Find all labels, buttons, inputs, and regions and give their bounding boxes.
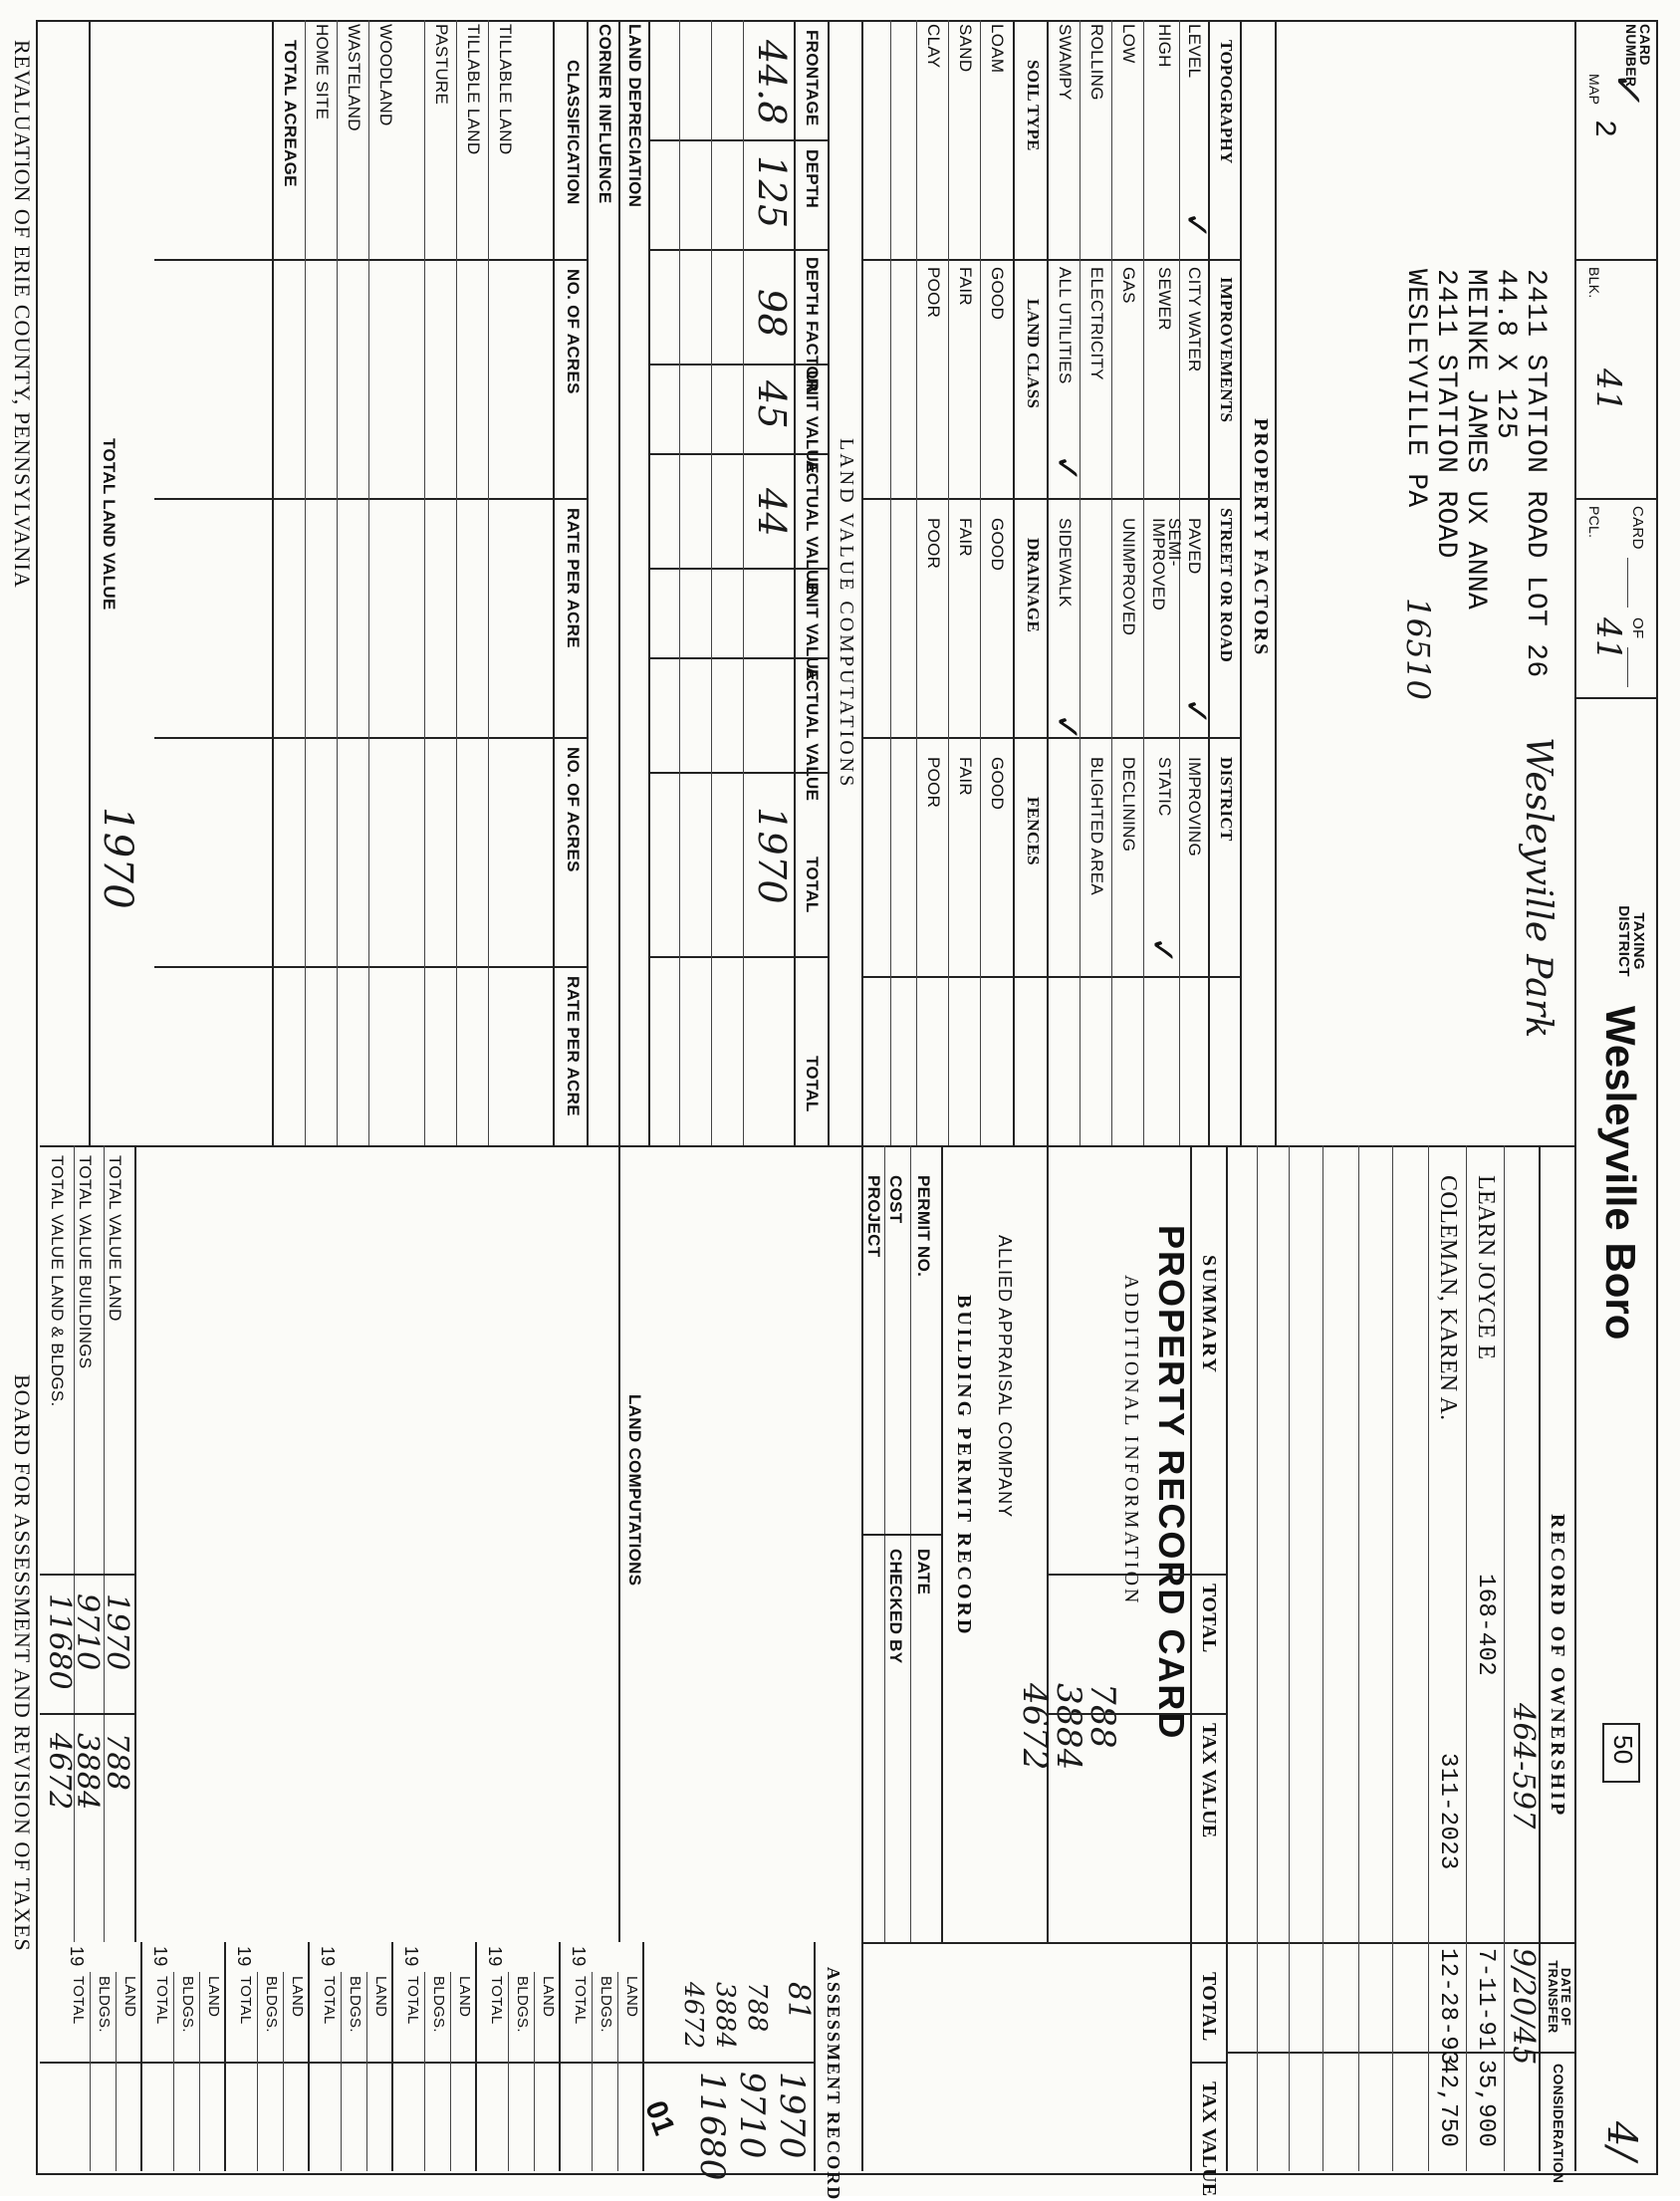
- land-value-title: LAND VALUE COMPUTATIONS: [836, 438, 857, 790]
- assessment-row-label: LAND: [623, 1976, 640, 2018]
- assessment-row-label: BLDGS.: [514, 1976, 531, 2033]
- map-value: 2: [1586, 120, 1620, 138]
- class-row-tillable-1: TILLABLE LAND: [496, 24, 515, 155]
- soil-clay: CLAY: [924, 24, 943, 69]
- assessment-hand-tax-3: 4672: [678, 1982, 708, 2050]
- property-factors-title: PROPERTY FACTORS: [1250, 418, 1272, 657]
- project-label: PROJECT: [864, 1175, 883, 1258]
- pf-header-soil-type: SOIL TYPE: [1024, 60, 1043, 151]
- assessment-year-prefix: 19: [401, 1946, 421, 1967]
- ownership-book-0: 464-597: [1506, 1703, 1541, 1830]
- assessment-hand-tax-2: 3884: [710, 1982, 740, 2050]
- summary-bldgs-tax: 3884: [70, 1733, 105, 1811]
- pf-low: LOW: [1119, 24, 1138, 64]
- record-hand-2: 3884: [1049, 1683, 1088, 1771]
- pf-header-street: STREET OR ROAD: [1217, 508, 1236, 663]
- address-line4: 2411 STATION ROAD: [1430, 269, 1461, 559]
- land-class-good: GOOD: [988, 267, 1007, 321]
- card-number-label: CARD NUMBER: [1623, 24, 1653, 88]
- ownership-date-2: 12-28-93: [1434, 1948, 1461, 2066]
- drainage-poor: POOR: [924, 518, 943, 570]
- taxing-district-value: Wesleyville Boro: [1597, 1006, 1644, 1341]
- ownership-consideration-2: 42,750: [1434, 2060, 1461, 2148]
- assessment-year-prefix: 19: [234, 1946, 254, 1967]
- pf-level: LEVEL: [1185, 24, 1204, 79]
- pf-declining: DECLINING: [1119, 757, 1138, 853]
- class-row-tillable-2: TILLABLE LAND: [464, 24, 483, 155]
- summary-title: SUMMARY: [1198, 1255, 1220, 1374]
- assessment-year-prefix: 19: [318, 1946, 338, 1967]
- summary-bldgs-label: TOTAL VALUE BUILDINGS: [76, 1155, 95, 1369]
- taxing-district-label: TAXING DISTRICT: [1615, 905, 1647, 977]
- address-line1: 2411 STATION ROAD LOT 26: [1520, 269, 1551, 678]
- lv-header-depth: DEPTH: [803, 149, 822, 209]
- ownership-date-1: 7-11-91: [1472, 1948, 1499, 2051]
- pf-static: STATIC: [1155, 757, 1174, 817]
- fences-fair: FAIR: [956, 757, 975, 796]
- lv-header-actual-value-2: ACTUAL VALUE: [803, 667, 822, 802]
- soil-loam: LOAM: [988, 24, 1007, 74]
- assessment-row-label: LAND: [372, 1976, 389, 2018]
- pf-semi-improved: SEMI-IMPROVED: [1149, 518, 1184, 611]
- lv-frontage: 44.8: [750, 40, 794, 125]
- lv-depth-factor: 98: [750, 289, 794, 338]
- ownership-title: RECORD OF OWNERSHIP: [1547, 1514, 1568, 1819]
- pf-rolling: ROLLING: [1087, 24, 1106, 101]
- total-land-value: 1970: [95, 807, 140, 909]
- assessment-hand-land: 1970: [772, 2072, 812, 2159]
- class-row-home-site: HOME SITE: [313, 24, 332, 121]
- ownership-book-2: 311-2023: [1434, 1753, 1461, 1870]
- pf-header-district: DISTRICT: [1217, 757, 1236, 842]
- corner-mark: 4/: [1598, 2121, 1644, 2161]
- lv-header-unit-value: UNIT VALUE: [803, 370, 822, 474]
- pf-sidewalk: SIDEWALK: [1056, 518, 1075, 608]
- class-header-acres-2: NO. OF ACRES: [564, 747, 583, 872]
- assessment-hand-tax-1: 788: [742, 1982, 772, 2033]
- assessment-row-label: LAND: [456, 1976, 473, 2018]
- assessment-row-label: LAND: [205, 1976, 222, 2018]
- summary-land-label: TOTAL VALUE LAND: [106, 1155, 124, 1322]
- fences-poor: POOR: [924, 757, 943, 809]
- assessment-row-label: TOTAL: [572, 1976, 589, 2025]
- permit-title: BUILDING PERMIT RECORD: [953, 1295, 975, 1637]
- summary-total-row-label: TOTAL VALUE LAND & BLDGS.: [48, 1155, 67, 1407]
- date-label: DATE: [914, 1549, 933, 1595]
- ownership-name-2: COLEMAN, KAREN A.: [1435, 1175, 1461, 1421]
- assessment-tax-label: TAX VALUE: [1198, 2081, 1220, 2197]
- record-hand-3: 4672: [1015, 1683, 1055, 1771]
- record-card-title: PROPERTY RECORD CARD: [1151, 1225, 1192, 1741]
- card-label: CARD: [1629, 506, 1646, 550]
- lv-total: 1970: [750, 807, 794, 904]
- address-zip-hand: 16510: [1399, 598, 1437, 701]
- pf-electricity: ELECTRICITY: [1087, 267, 1106, 380]
- land-class-poor: POOR: [924, 267, 943, 319]
- address-line2: 44.8 X 125: [1490, 269, 1521, 440]
- summary-total-label: TOTAL: [1198, 1584, 1220, 1653]
- assessment-row-label: BLDGS.: [96, 1976, 113, 2033]
- lv-header-total: TOTAL: [803, 856, 822, 913]
- lv-unit-value: 45: [750, 380, 794, 429]
- address-line1-hand: Wesleyville Park: [1518, 737, 1559, 1039]
- summary-all-tax: 4672: [42, 1733, 77, 1811]
- pf-header-drainage: DRAINAGE: [1024, 538, 1043, 632]
- assessment-year-prefix: 19: [150, 1946, 170, 1967]
- lv-header-actual-value: ACTUAL VALUE: [803, 460, 822, 595]
- class-row-total-acreage: TOTAL ACREAGE: [281, 40, 300, 187]
- lv-depth: 125: [750, 155, 794, 229]
- check-all-utilities: ✓: [1047, 454, 1086, 483]
- assessment-row-label: TOTAL: [321, 1976, 338, 2025]
- pf-swampy: SWAMPY: [1056, 24, 1075, 101]
- corner-influence-label: CORNER INFLUENCE: [596, 24, 614, 204]
- pf-paved: PAVED: [1185, 518, 1204, 575]
- assessment-row-label: BLDGS.: [179, 1976, 196, 2033]
- assessment-year-prefix: 19: [485, 1946, 505, 1967]
- drainage-fair: FAIR: [956, 518, 975, 557]
- corner-scribble: ✓: [1604, 70, 1650, 104]
- class-header-acres: NO. OF ACRES: [564, 269, 583, 394]
- assessment-hand-year: 81: [781, 1982, 816, 2021]
- assessment-year-prefix: 19: [67, 1946, 87, 1967]
- pf-improving: IMPROVING: [1185, 757, 1204, 856]
- of-label: OF: [1629, 617, 1646, 639]
- pf-blighted-area: BLIGHTED AREA: [1087, 757, 1106, 895]
- card-box-value: 50: [1608, 1735, 1638, 1765]
- pf-city-water: CITY WATER: [1185, 267, 1204, 372]
- permit-no-label: PERMIT NO.: [914, 1175, 933, 1278]
- class-header-rate: RATE PER ACRE: [564, 508, 583, 648]
- pf-sewer: SEWER: [1155, 267, 1174, 331]
- cost-label: COST: [886, 1175, 905, 1224]
- pcl-label: PCL.: [1586, 506, 1602, 539]
- assessment-title: ASSESSMENT RECORD: [824, 1967, 843, 2201]
- pf-gas: GAS: [1119, 267, 1138, 304]
- assessment-row-label: TOTAL: [404, 1976, 421, 2025]
- summary-tax-label: TAX VALUE: [1198, 1723, 1220, 1838]
- assessment-row-label: BLDGS.: [347, 1976, 363, 2033]
- pf-all-utilities: ALL UTILITIES: [1056, 267, 1075, 384]
- ownership-consideration-1: 35,900: [1472, 2060, 1499, 2148]
- pf-header-topography: TOPOGRAPHY: [1217, 40, 1236, 164]
- footer-left: REVALUATION OF ERIE COUNTY, PENNSYLVANIA: [10, 40, 35, 589]
- soil-sand: SAND: [956, 24, 975, 73]
- map-label: MAP: [1586, 74, 1602, 106]
- lv-actual-value: 44: [750, 488, 794, 537]
- land-computations-label: LAND COMPUTATIONS: [625, 1394, 644, 1587]
- summary-land-tax: 788: [100, 1733, 134, 1792]
- drainage-good: GOOD: [988, 518, 1007, 572]
- blk-value: 41: [1588, 368, 1628, 412]
- footer-right: BOARD FOR ASSESSMENT AND REVISION OF TAXES: [10, 1374, 35, 1952]
- summary-all-total: 11680: [42, 1593, 77, 1690]
- additional-info-label: ADDITIONAL INFORMATION: [1120, 1275, 1142, 1606]
- assessment-year-prefix: 19: [569, 1946, 589, 1967]
- check-semi-improved: ✓: [1142, 936, 1182, 965]
- assessment-row-label: BLDGS.: [263, 1976, 280, 2033]
- lv-header-total-2: TOTAL: [803, 1056, 822, 1112]
- class-header-rate-2: RATE PER ACRE: [564, 976, 583, 1116]
- assessment-row-label: TOTAL: [153, 1976, 170, 2025]
- fences-good: GOOD: [988, 757, 1007, 811]
- record-hand-1: 788: [1082, 1683, 1122, 1749]
- total-land-value-label: TOTAL LAND VALUE: [100, 438, 119, 611]
- assessment-total-label: TOTAL: [1198, 1972, 1220, 2042]
- pf-header-fences: FENCES: [1024, 797, 1043, 865]
- date-transfer-label: DATE OF TRANSFER: [1546, 1960, 1573, 2034]
- check-blighted: ✓: [1047, 713, 1086, 742]
- assessment-stamp-year: 01: [638, 2096, 681, 2140]
- pf-high: HIGH: [1155, 24, 1174, 68]
- assessment-row-label: TOTAL: [488, 1976, 505, 2025]
- assessment-row-label: TOTAL: [70, 1976, 87, 2025]
- ownership-book-1: 168-402: [1472, 1574, 1499, 1676]
- assessment-hand-total: 11680: [692, 2072, 732, 2181]
- class-header-classification: CLASSIFICATION: [564, 60, 583, 205]
- land-depreciation-label: LAND DEPRECIATION: [625, 24, 644, 208]
- assessment-row-label: BLDGS.: [598, 1976, 614, 2033]
- checked-by-label: CHECKED BY: [886, 1549, 905, 1664]
- pf-unimproved: UNIMPROVED: [1119, 518, 1138, 636]
- consideration-label: CONSIDERATION: [1551, 2064, 1566, 2184]
- lv-header-depth-factor: DEPTH FACTOR: [803, 257, 822, 392]
- address-line5: WESLEYVILLE PA: [1400, 269, 1431, 508]
- class-row-pasture: PASTURE: [432, 24, 451, 106]
- land-class-fair: FAIR: [956, 267, 975, 306]
- summary-land-total: 1970: [100, 1593, 134, 1671]
- ownership-date-0: 9/20/45: [1506, 1948, 1541, 2066]
- company-name: ALLIED APPRAISAL COMPANY: [995, 1235, 1015, 1519]
- pcl-value: 41: [1588, 617, 1628, 661]
- lv-header-unit-value-2: UNIT VALUE: [803, 578, 822, 681]
- assessment-hand-bldgs: 9710: [732, 2072, 772, 2159]
- check-level: ✓: [1176, 211, 1216, 240]
- assessment-row-label: LAND: [289, 1976, 306, 2018]
- check-paved: ✓: [1176, 697, 1216, 726]
- class-row-woodland: WOODLAND: [376, 24, 395, 126]
- pf-header-improvements: IMPROVEMENTS: [1217, 277, 1236, 423]
- class-row-wasteland: WASTELAND: [345, 24, 363, 131]
- assessment-row-label: LAND: [121, 1976, 138, 2018]
- assessment-row-label: LAND: [540, 1976, 557, 2018]
- blk-label: BLK.: [1586, 267, 1602, 299]
- address-line3: MEINKE JAMES UX ANNA: [1460, 269, 1491, 611]
- assessment-row-label: BLDGS.: [430, 1976, 447, 2033]
- pf-header-land-class: LAND CLASS: [1024, 299, 1043, 409]
- ownership-name-1: LEARN JOYCE E: [1473, 1175, 1499, 1360]
- assessment-row-label: TOTAL: [237, 1976, 254, 2025]
- summary-bldgs-total: 9710: [70, 1593, 105, 1671]
- lv-header-frontage: FRONTAGE: [803, 30, 822, 126]
